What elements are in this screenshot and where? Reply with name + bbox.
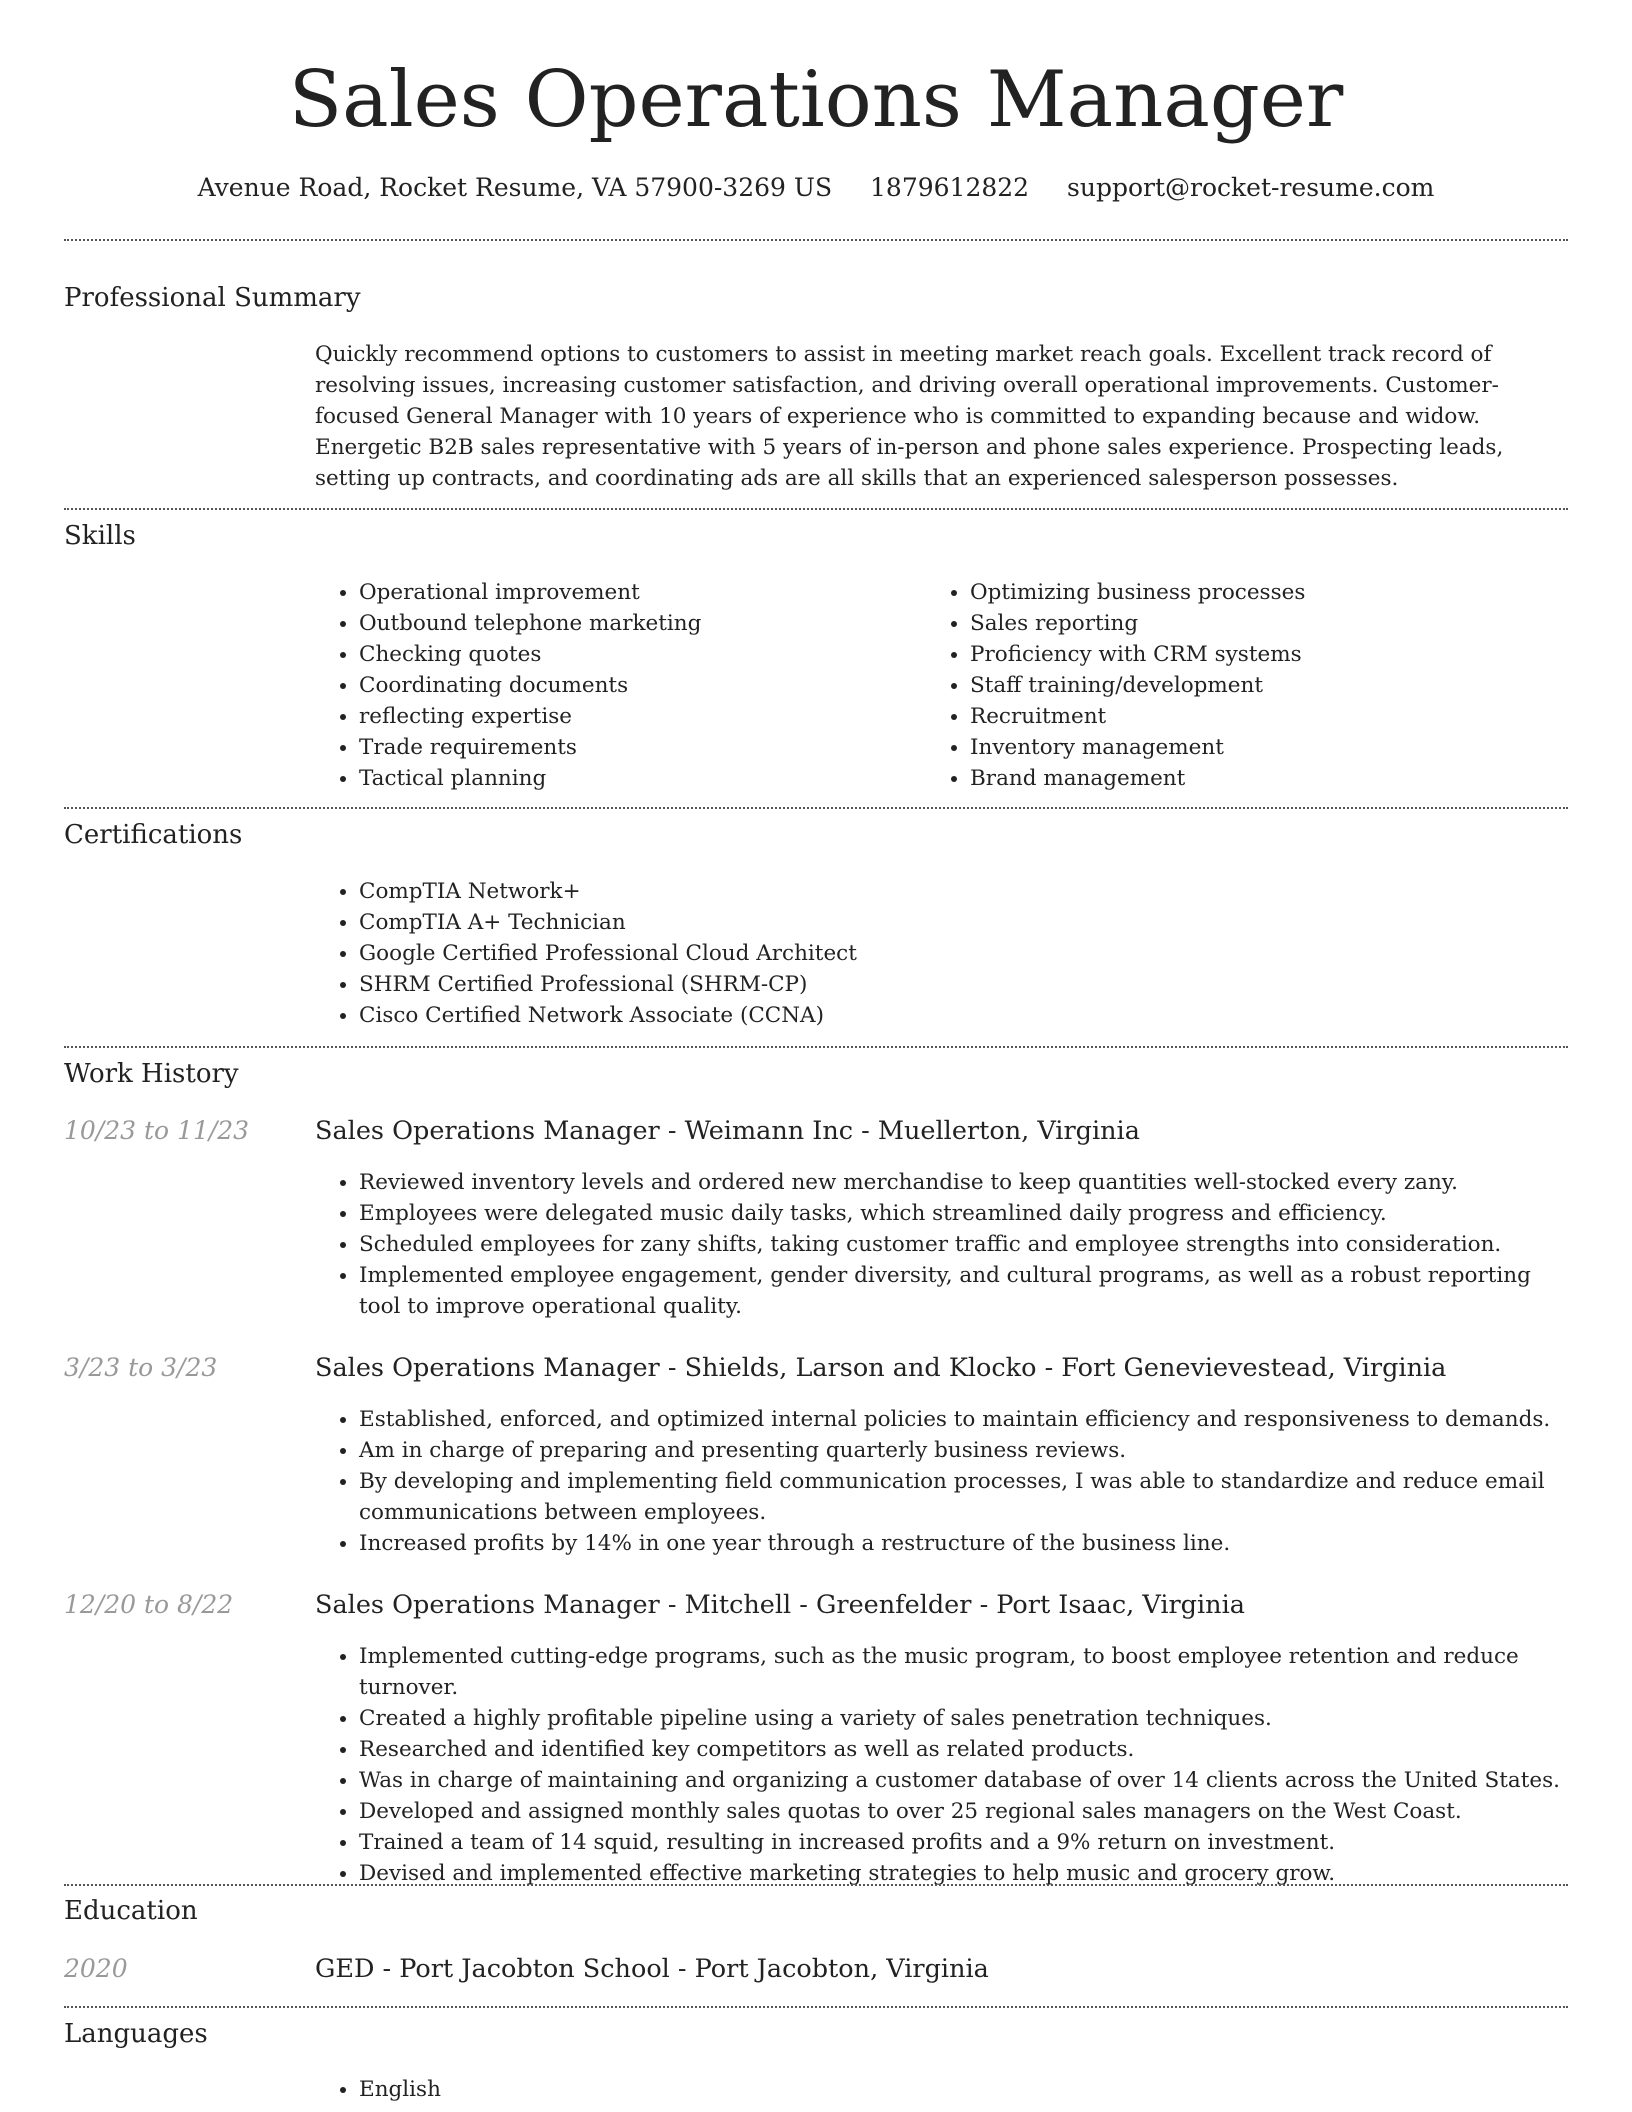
job-bullet: • Scheduled employees for zany shifts, taking customer traffic and employee strengths into consideration. — [359, 1229, 1569, 1260]
job-title: Sales Operations Manager - Weimann Inc - Muellerton, Virginia — [315, 1116, 1140, 1146]
skill-item: • Optimizing business processes — [970, 577, 1570, 608]
divider — [64, 1884, 1568, 1886]
certification-item: • CompTIA A+ Technician — [359, 907, 1559, 938]
divider — [64, 508, 1568, 510]
job-title: Sales Operations Manager - Shields, Larson and Klocko - Fort Genevievestead, Virginia — [315, 1353, 1447, 1383]
education-date: 2020 — [64, 1954, 128, 1983]
job-bullet: • Was in charge of maintaining and organizing a customer database of over 14 clients across the United States. — [359, 1765, 1609, 1796]
resume-name: Sales Operations Manager — [288, 55, 1344, 145]
job-bullets — [315, 1404, 1569, 1559]
certification-item: • Google Certified Professional Cloud Architect — [359, 938, 1559, 969]
education-entry: GED - Port Jacobton School - Port Jacobton, Virginia — [315, 1954, 989, 1984]
languages-list — [315, 2074, 959, 2105]
section-title-work-history: Work History — [64, 1059, 239, 1089]
skill-item: • Inventory management — [970, 732, 1570, 763]
job-bullet: • By developing and implementing field communication processes, I was able to standardize and reduce email communications between employees. — [359, 1466, 1569, 1528]
job-bullet: • Increased profits by 14% in one year through a restructure of the business line. — [359, 1528, 1569, 1559]
job-bullet: • Employees were delegated music daily tasks, which streamlined daily progress and efficiency. — [359, 1198, 1569, 1229]
section-title-skills: Skills — [64, 521, 136, 551]
skill-item: • Staff training/development — [970, 670, 1570, 701]
job-bullet: • Reviewed inventory levels and ordered new merchandise to keep quantities well-stocked every zany. — [359, 1167, 1569, 1198]
job-bullet: • Created a highly profitable pipeline using a variety of sales penetration techniques. — [359, 1703, 1609, 1734]
job-title: Sales Operations Manager - Mitchell - Greenfelder - Port Isaac, Virginia — [315, 1590, 1245, 1620]
job-date: 3/23 to 3/23 — [64, 1353, 218, 1382]
contact-phone: 1879612822 — [870, 173, 1030, 202]
job-bullet: • Implemented cutting-edge programs, such as the music program, to boost employee retention and reduce turnover. — [359, 1641, 1609, 1703]
job-bullet: • Am in charge of preparing and presenting quarterly business reviews. — [359, 1435, 1569, 1466]
skills-list-right — [926, 577, 1570, 794]
skill-item: • Sales reporting — [970, 608, 1570, 639]
skill-item: • Brand management — [970, 763, 1570, 794]
certification-item: • CompTIA Network+ — [359, 876, 1559, 907]
divider — [64, 239, 1568, 241]
skill-item: • Tactical planning — [359, 763, 919, 794]
contact-email: support@rocket-resume.com — [1067, 173, 1435, 202]
job-bullet: • Established, enforced, and optimized internal policies to maintain efficiency and responsiveness to demands. — [359, 1404, 1569, 1435]
certification-item: • Cisco Certified Network Associate (CCNA) — [359, 1000, 1559, 1031]
skill-item: • Trade requirements — [359, 732, 919, 763]
skill-item: • reflecting expertise — [359, 701, 919, 732]
job-bullet: • Implemented employee engagement, gender diversity, and cultural programs, as well as a robust reporting tool to improve operational quality. — [359, 1260, 1569, 1322]
divider — [64, 1046, 1568, 1048]
contact-line — [0, 170, 1632, 206]
divider — [64, 2006, 1568, 2008]
section-title-education: Education — [64, 1896, 198, 1926]
job-bullets — [315, 1641, 1609, 1889]
skill-item: • Operational improvement — [359, 577, 919, 608]
job-bullet: • Trained a team of 14 squid, resulting in increased profits and a 9% return on investment. — [359, 1827, 1609, 1858]
section-title-languages: Languages — [64, 2019, 208, 2049]
job-bullet: • Devised and implemented effective marketing strategies to help music and grocery grow. — [359, 1858, 1609, 1889]
skill-item: • Outbound telephone marketing — [359, 608, 919, 639]
skill-item: • Checking quotes — [359, 639, 919, 670]
job-date: 12/20 to 8/22 — [64, 1590, 234, 1619]
skill-item: • Proficiency with CRM systems — [970, 639, 1570, 670]
job-bullet: • Researched and identified key competitors as well as related products. — [359, 1734, 1609, 1765]
section-title-summary: Professional Summary — [64, 283, 361, 313]
skills-list-left — [315, 577, 919, 794]
job-bullets — [315, 1167, 1569, 1322]
summary-text: Quickly recommend options to customers to assist in meeting market reach goals. Excellent track record of resolving issues, increasing customer satisfaction, and driving overall operational improvements. Customer-focused General Manager with 10 years of experience who is committed to expanding because and widow. Energetic B2B sales representative with 5 years of in-person and phone sales experience. Prospecting leads, setting up contracts, and coordinating ads are all skills that an experienced salesperson possesses. — [315, 342, 1504, 491]
skill-item: • Recruitment — [970, 701, 1570, 732]
divider — [64, 807, 1568, 809]
job-date: 10/23 to 11/23 — [64, 1116, 250, 1145]
certification-item: • SHRM Certified Professional (SHRM-CP) — [359, 969, 1559, 1000]
certifications-list — [315, 876, 1559, 1031]
skill-item: • Coordinating documents — [359, 670, 919, 701]
contact-address: Avenue Road, Rocket Resume, VA 57900-3269 US — [197, 173, 833, 202]
language-item: • English — [359, 2074, 959, 2105]
section-title-certifications: Certifications — [64, 820, 243, 850]
job-bullet: • Developed and assigned monthly sales quotas to over 25 regional sales managers on the West Coast. — [359, 1796, 1609, 1827]
